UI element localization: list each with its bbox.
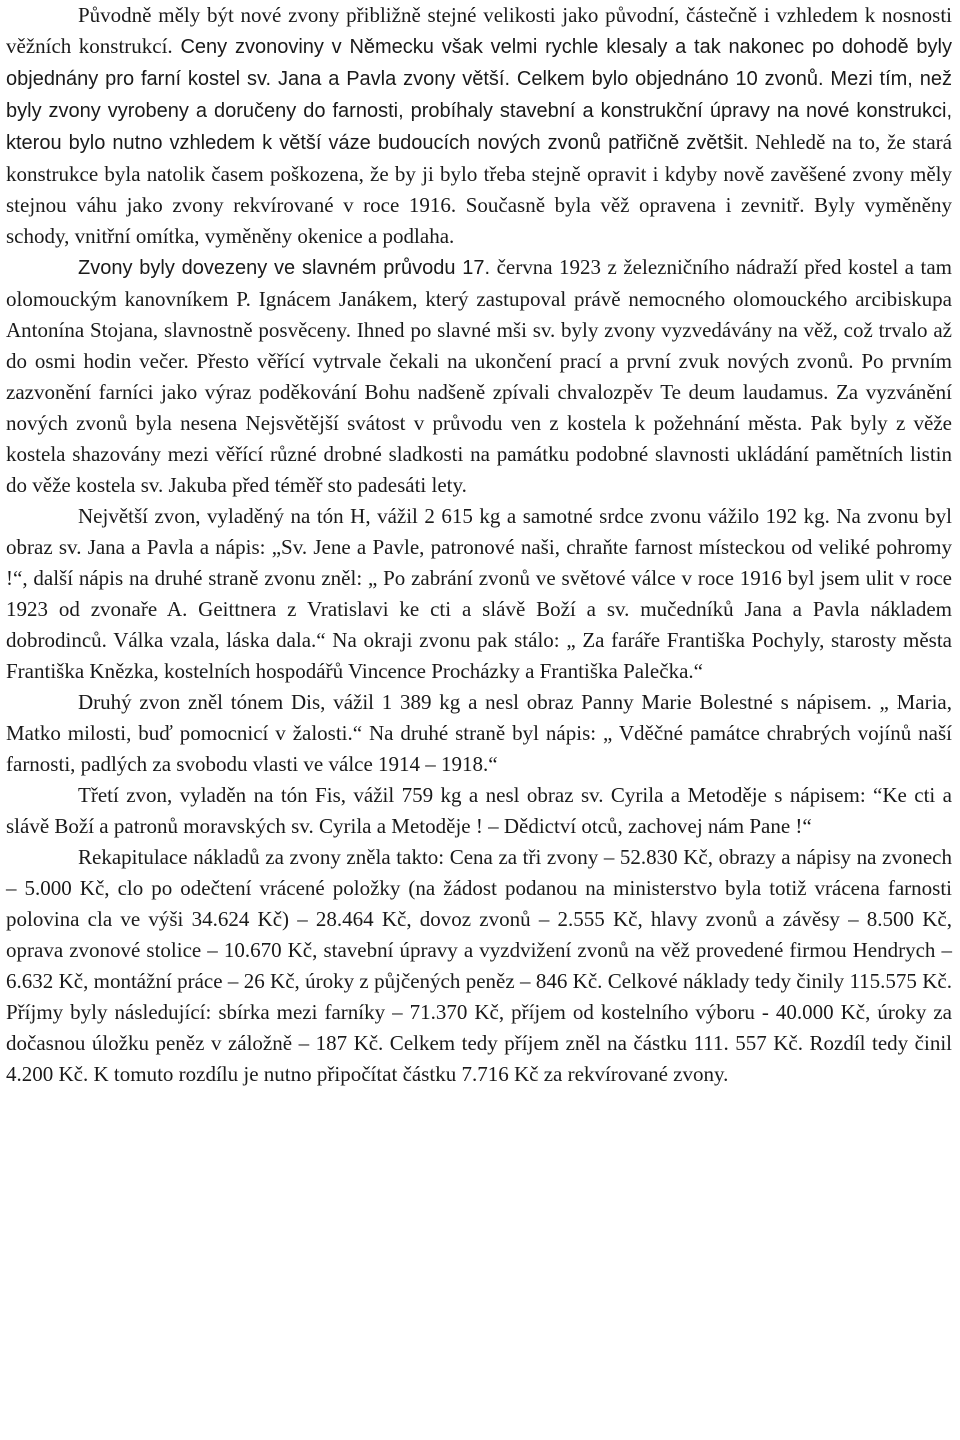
paragraph-second-bell: Druhý zvon zněl tónem Dis, vážil 1 389 kg a nesl obraz Panny Marie Bolestné s nápisem. „ Maria, Matko milosti, buď pomocnicí v žalosti.“ Na druhé straně byl nápis: „ Vděčné památce chrabrých vojínů naší farnosti, padlých za svobodu vlasti ve válce 1914 – 1918.“ [6,690,952,776]
paragraph-text: Ceny zvonoviny v Německu však velmi rychle klesaly a tak nakonec po dohodě byly objednány pro farní kostel sv. Jana a Pavla zvony větší. Celkem bylo objednáno 10 zvonů. Mezi tím, než byly zvony vyrobeny a doručeny do farnosti, probíhaly stavební a konstrukční úpravy na nové konstrukci, kterou bylo nutno vzhledem k větší váze budoucích nových zvonů patřičně zvětšit. [6,36,953,154]
paragraph-bells-arrival [6,252,952,501]
paragraph-third-bell: Třetí zvon, vyladěn na tón Fis, vážil 759 kg a nesl obraz sv. Cyrila a Metoděje s nápisem: “Ke cti a slávě Boží a patronů moravských sv. Cyrila a Metoděje ! – Dědictví otců, zachovej nám Pane !“ [6,783,952,838]
paragraph-cost-summary: Rekapitulace nákladů za zvony zněla takto: Cena za tři zvony – 52.830 Kč, obrazy a nápisy na zvonech – 5.000 Kč, clo po odečtení vrácené položky (na žádost podanou na ministerstvo byla totiž vrácena farnosti polovina cla ve výši 34.624 Kč) – 28.464 Kč, dovoz zvonů – 2.555 Kč, hlavy zvonů a závěsy – 8.500 Kč, oprava zvonové stolice – 10.670 Kč, stavební úpravy a vyzdvižení zvonů na věž provedené firmou Hendrych – 6.632 Kč, montážní práce – 26 Kč, úroky z půjčených peněz – 846 Kč. Celkové náklady tedy činily 115.575 Kč. Příjmy byly následující: sbírka mezi farníky – 71.370 Kč, příjem od kostelního výboru - 40.000 Kč, úroky za dočasnou úložku peněz v záložně – 187 Kč. Celkem tedy příjem zněl na částku 111. 557 Kč. Rozdíl tedy činil 4.200 Kč. K tomuto rozdílu je nutno připočítat částku 7.716 Kč za rekvírované zvony. [6,845,952,1086]
paragraph-text: Nehledě na to, že stará konstrukce byla natolik časem poškozena, že by ji bylo třeba stejně opravit i kdyby nově zavěšené zvony měly stejnou váhu jako zvony rekvírované v roce 1916. Současně byla věž opravena i zevnitř. Byly vyměněny schody, vnitřní omítka, vyměněny okenice a podlaha. [6,130,952,248]
paragraph-text: června 1923 z železničního nádraží před kostel a tam olomouckým kanovníkem P. Ignácem Janákem, který zastupoval právě nemocného olomouckého arcibiskupa Antonína Stojana, slavnostně posvěceny. Ihned po slavné mši sv. byly zvony vyzvedávány na věž, což trvalo až do osmi hodin večer. Přesto věřící vytrvale čekali na ukončení prací a první zvuk nových zvonů. Po prvním zazvonění farníci jako výraz poděkování Bohu nadšeně zpívali chvalozpěv Te deum laudamus. Za vyzvánění nových zvonů byla nesena Nejsvětější svátost v průvodu ven z kostela k požehnání města. Pak byly z věže kostela shazovány mezi věřící různé drobné sladkosti na památku podobné slavnosti ukládání pamětních listin do věže kostela sv. Jakuba před téměř sto padesáti lety. [6,255,952,497]
paragraph-text: Původně měly být nové zvony přibližně stejné velikosti jako původní, částečně i vzhledem k nosnosti věžních konstrukcí. [6,3,952,58]
paragraph-bells-ordering [6,0,952,252]
paragraph-largest-bell: Největší zvon, vyladěný na tón H, vážil 2 615 kg a samotné srdce zvonu vážilo 192 kg. Na zvonu byl obraz sv. Jana a Pavla a nápis: „Sv. Jene a Pavle, patronové naši, chraňte farnost místeckou od veliké pohromy !“, další nápis na druhé straně zvonu zněl: „ Po zabrání zvonů ve světové válce v roce 1916 byl jsem ulit v roce 1923 od zvonaře A. Geittnera z Vratislavi ke cti a slávě Boží a sv. mučedníků Jana a Pavla nákladem dobrodinců. Válka vzala, láska dala.“ Na okraji zvonu pak stálo: „ Za faráře Františka Pochyly, starosty města Františka Knězka, kostelních hospodářů Vincence Procházky a Františka Palečka.“ [6,504,952,683]
paragraph-text: Zvony byly dovezeny ve slavném průvodu 17. [78,257,491,279]
